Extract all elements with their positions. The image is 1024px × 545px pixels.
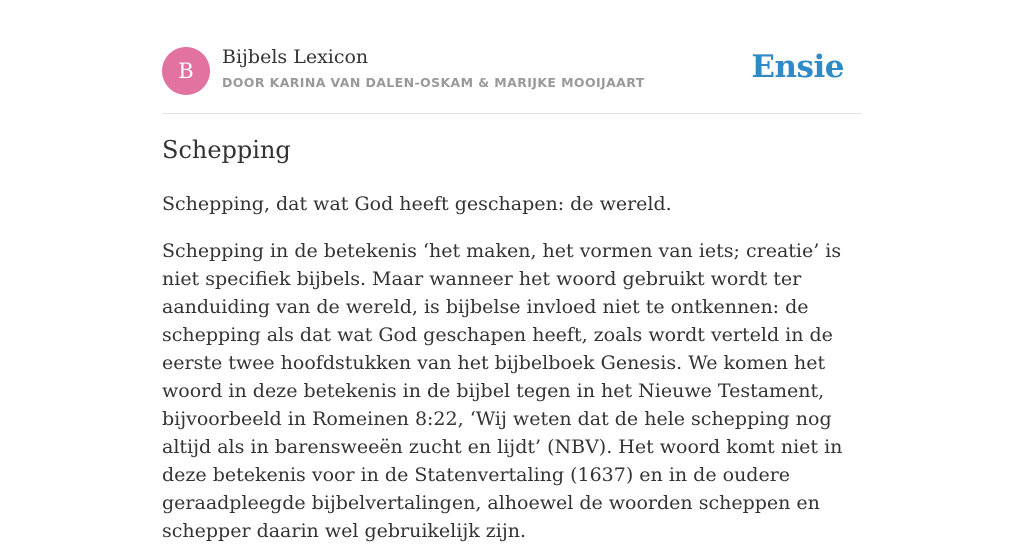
book-title[interactable]: Bijbels Lexicon xyxy=(222,46,369,68)
header xyxy=(162,0,862,114)
entry-paragraph-2: Schepping in de betekenis ‘het maken, het vormen van iets; creatie’ is niet specifiek bijbels. Maar wanneer het woord gebruikt wordt ter aanduiding van de wereld, is bijbelse invloed niet te ontkennen: de schepping als dat wat God geschapen heeft, zoals wordt verteld in de eerste twee hoofdstukken van het bijbelboek Genesis. We komen het woord in deze betekenis in de bijbel tegen in het Nieuwe Testament, bijvoorbeeld in Romeinen 8:22, ‘Wij weten dat de hele schepping nog altijd als in barensweeën zucht en lijdt’ (NBV). Het woord komt niet in deze betekenis voor in de Statenvertaling (1637) en in de oudere geraadpleegde bijbelvertalingen, alhoewel de woorden scheppen en schepper daarin wel gebruikelijk zijn. xyxy=(162,240,843,542)
content-column xyxy=(162,0,862,542)
entry-paragraph-1: Schepping, dat wat God heeft geschapen: de wereld. xyxy=(162,193,672,215)
entry-title: Schepping xyxy=(162,136,291,164)
ensie-logo[interactable]: Ensie xyxy=(751,49,844,85)
avatar[interactable]: B xyxy=(162,47,210,95)
authors-byline: DOOR KARINA VAN DALEN-OSKAM & MARIJKE MOOIJAART xyxy=(222,75,645,90)
